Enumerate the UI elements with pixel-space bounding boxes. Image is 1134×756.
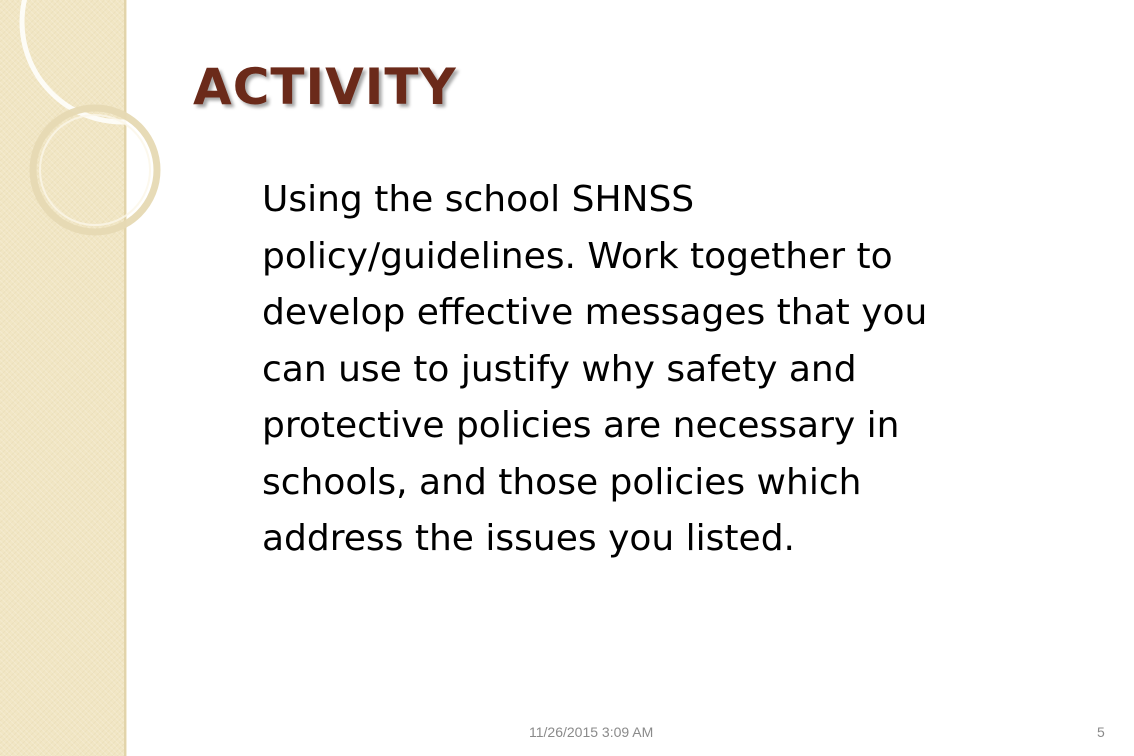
decorative-circle-small xyxy=(33,108,157,232)
slide-title: ACTIVITY xyxy=(193,58,457,116)
footer-page-number: 5 xyxy=(1097,724,1105,740)
slide-body-text: Using the school SHNSS policy/guidelines. Work together to develop effective messages that you can use to justify why safety and protective policies are necessary in schools, and those policies which address the issues you listed. xyxy=(262,179,928,559)
decorative-circle-small-inner xyxy=(40,115,150,225)
decorative-circle-large xyxy=(22,0,222,122)
decorative-circles xyxy=(0,0,260,300)
footer-date: 11/26/2015 3:09 AM xyxy=(529,724,654,740)
